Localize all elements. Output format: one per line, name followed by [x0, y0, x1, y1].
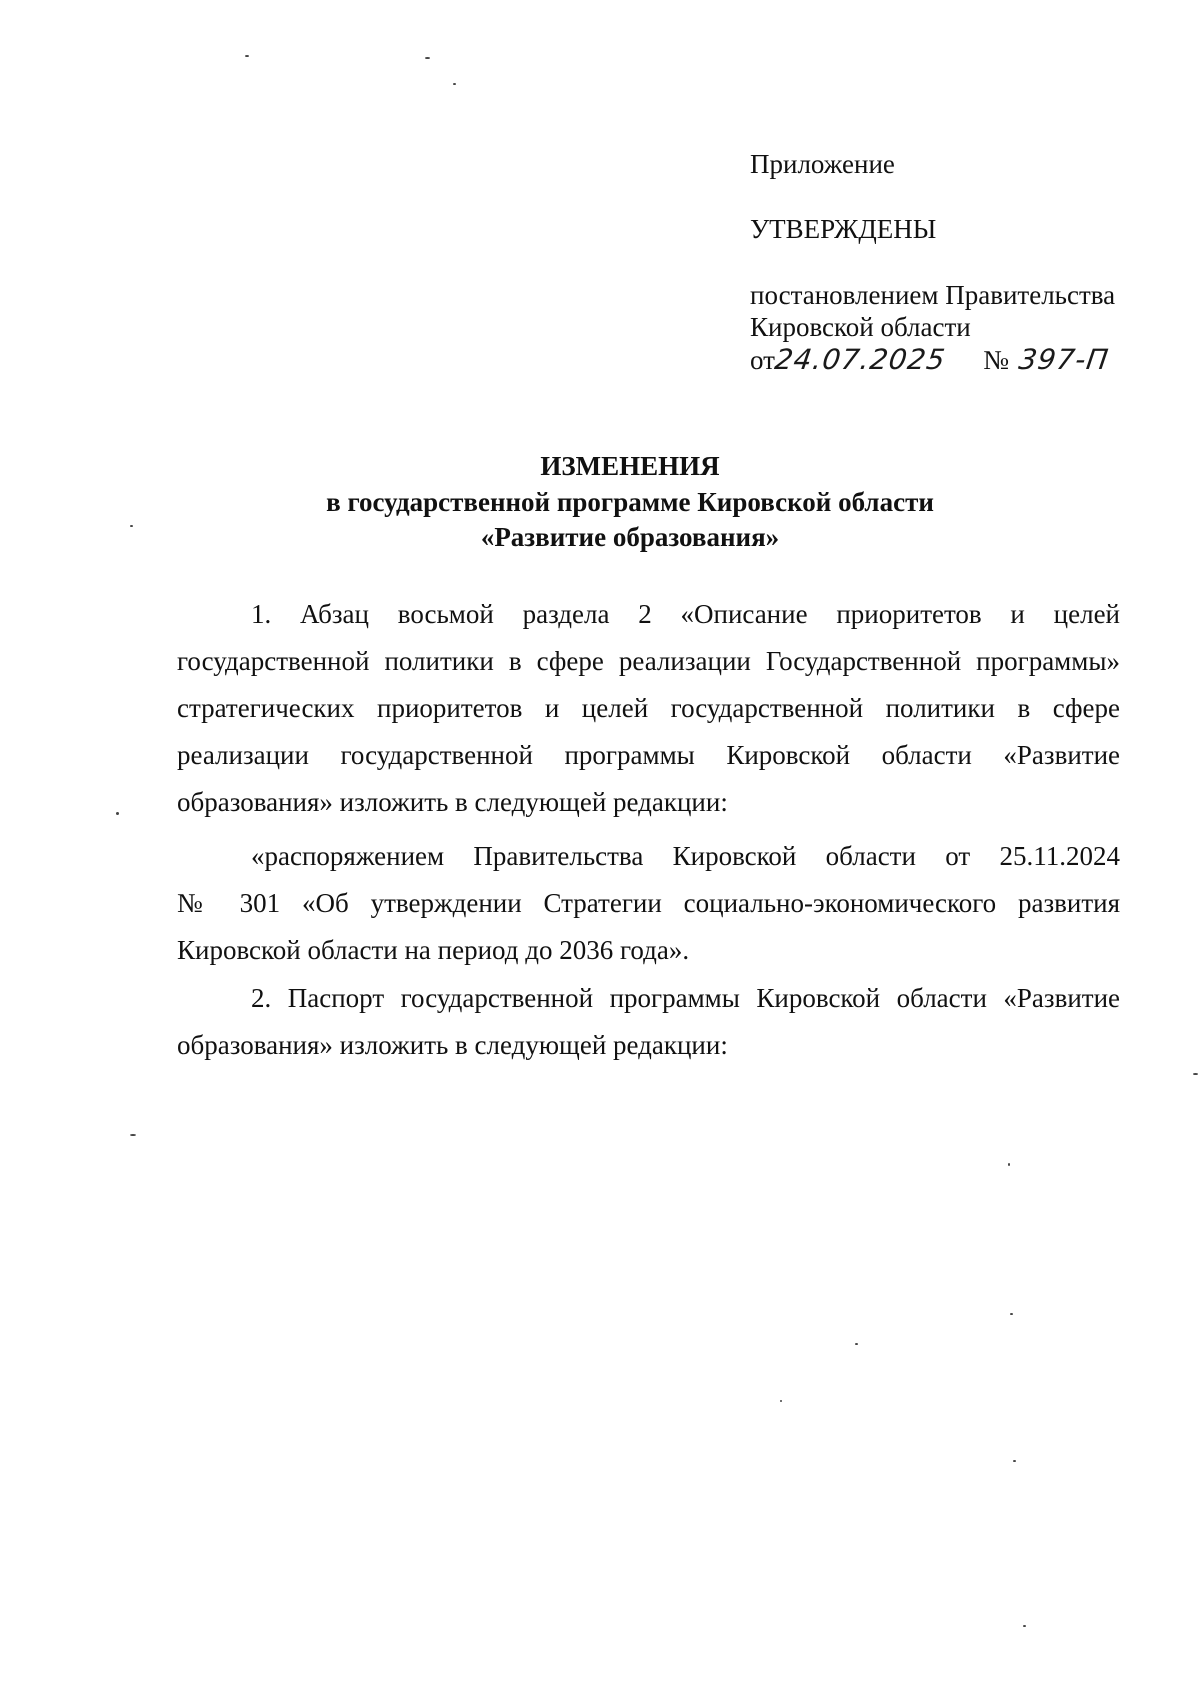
scan-speck [1013, 1460, 1016, 1462]
decree-line: постановлением Правительства [750, 280, 1116, 310]
handwritten-date: 24.07.2025 [772, 343, 948, 376]
scan-speck [425, 57, 430, 59]
program-name: «Развитие образования» [480, 522, 780, 552]
scan-speck [1193, 1073, 1198, 1075]
scan-speck [116, 812, 119, 815]
approved-label: УТВЕРЖДЕНЫ [750, 214, 937, 244]
region-line: Кировской области [750, 312, 971, 342]
date-prefix: от [750, 345, 775, 375]
document-subtitle: в государственной программе Кировской области [326, 487, 934, 517]
scan-speck [855, 1343, 858, 1345]
scan-speck [1008, 1163, 1010, 1166]
paragraph-line: реализации государственной программы Кировской области «Развитие [177, 740, 1120, 770]
paragraph-line: государственной политики в сфере реализации Государственной программы» [177, 646, 1120, 676]
scan-speck [130, 1134, 136, 1136]
paragraph-line: «распоряжением Правительства Кировской области от 25.11.2024 [251, 841, 1120, 871]
paragraph-line: стратегических приоритетов и целей государственной политики в сфере [177, 693, 1120, 723]
paragraph-3 [177, 975, 1120, 1069]
scan-speck [1010, 1313, 1013, 1315]
scan-speck [453, 83, 456, 85]
paragraph-line: Кировской области на период до 2036 года». [177, 935, 690, 965]
scan-speck [245, 55, 249, 57]
scan-speck [130, 525, 133, 527]
paragraph-line: образования» изложить в следующей редакции: [177, 787, 728, 817]
paragraph-2 [177, 833, 1120, 974]
scan-speck [780, 1400, 782, 1402]
scan-speck [1023, 1625, 1026, 1627]
date-number-line [750, 343, 1112, 376]
paragraph-line: 2. Паспорт государственной программы Кировской области «Развитие [251, 983, 1120, 1013]
paragraph-1 [177, 591, 1120, 826]
paragraph-line: № 301 «Об утверждении Стратегии социально-экономического развития [177, 888, 1120, 918]
number-sign: № [983, 345, 1010, 375]
paragraph-line: образования» изложить в следующей редакции: [177, 1030, 728, 1060]
appendix-label: Приложение [750, 149, 895, 179]
paragraph-line: 1. Абзац восьмой раздела 2 «Описание приоритетов и целей [251, 599, 1120, 629]
document-title: ИЗМЕНЕНИЯ [540, 451, 720, 481]
handwritten-number: 397-П [1016, 343, 1112, 376]
